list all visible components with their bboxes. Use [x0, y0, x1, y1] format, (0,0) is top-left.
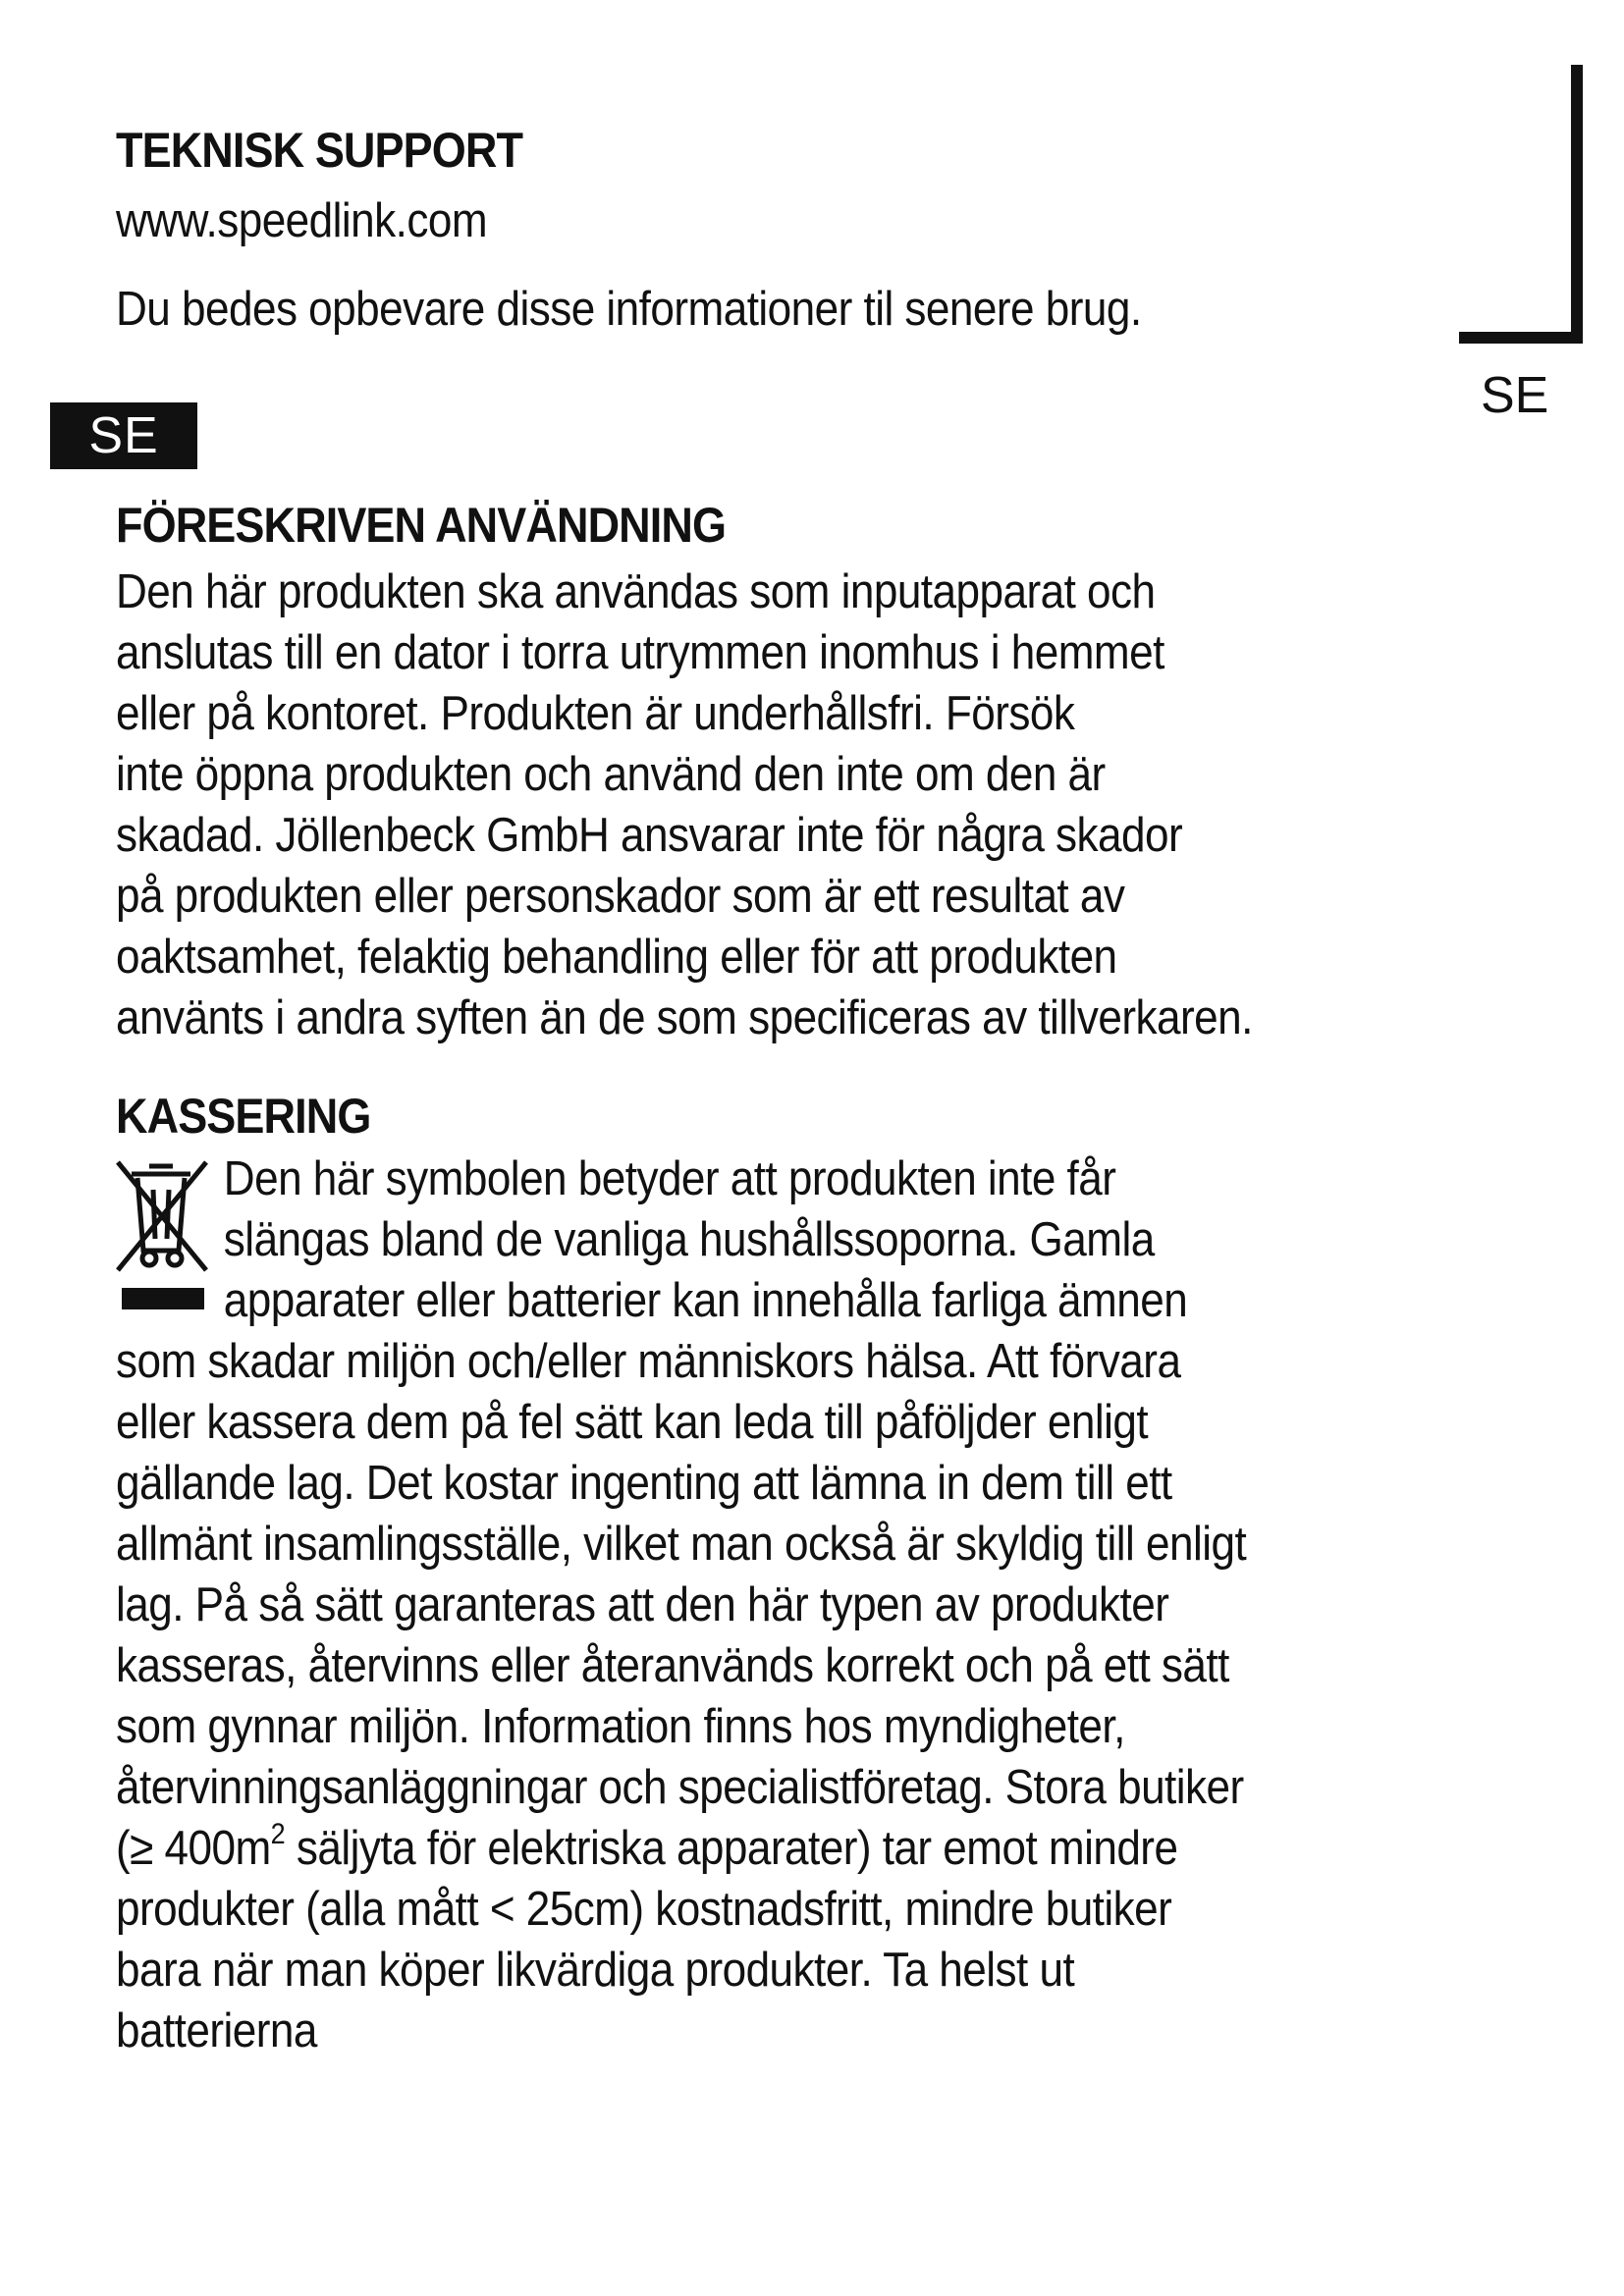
- support-section: [116, 123, 1412, 178]
- usage-line: skadad. Jöllenbeck GmbH ansvarar inte för några skador: [116, 809, 1183, 862]
- disposal-section: [116, 1089, 1412, 1144]
- disposal-line: gällande lag. Det kostar ingenting att lämna in dem till ett: [116, 1457, 1172, 1510]
- usage-heading: FÖRESKRIVEN ANVÄNDNING: [116, 498, 727, 553]
- disposal-line: eller kassera dem på fel sätt kan leda till påföljder enligt: [116, 1396, 1149, 1449]
- usage-line: anslutas till en dator i torra utrymmen inomhus i hemmet: [116, 626, 1164, 679]
- support-url: www.speedlink.com: [116, 194, 488, 247]
- disposal-line: apparater eller batterier kan innehålla farliga ämnen: [223, 1274, 1188, 1327]
- disposal-line: bara när man köper likvärdiga produkter. Ta helst ut: [116, 1944, 1075, 1997]
- usage-line: Den här produkten ska användas som inputapparat och: [116, 565, 1156, 618]
- usage-line: använts i andra syften än de som specificeras av tillverkaren.: [116, 991, 1253, 1044]
- area-suffix: säljyta för elektriska apparater) tar emot mindre: [285, 1822, 1178, 1875]
- disposal-line: kasseras, återvinns eller återanvänds korrekt och på ett sätt: [116, 1639, 1229, 1692]
- support-note-block: [116, 279, 1412, 340]
- language-badge: SE: [50, 402, 197, 469]
- support-note: Du bedes opbevare disse informationer til senere brug.: [116, 283, 1142, 336]
- corner-language-label: SE: [1481, 367, 1549, 424]
- disposal-body: [116, 1148, 1412, 2061]
- usage-line: inte öppna produkten och använd den inte om den är: [116, 748, 1106, 801]
- disposal-line: återvinningsanläggningar och specialistföretag. Stora butiker: [116, 1761, 1244, 1814]
- usage-line: oaktsamhet, felaktig behandling eller för att produkten: [116, 931, 1117, 984]
- area-prefix: (≥ 400m: [116, 1822, 271, 1875]
- disposal-line: som gynnar miljön. Information finns hos myndigheter,: [116, 1700, 1125, 1753]
- support-heading: TEKNISK SUPPORT: [116, 123, 523, 178]
- area-superscript: 2: [270, 1817, 286, 1850]
- usage-body: [116, 561, 1412, 1048]
- disposal-line: allmänt insamlingsställe, vilket man också är skyldig till enligt: [116, 1518, 1247, 1571]
- disposal-area-line: [116, 1818, 1282, 1879]
- disposal-line: Den här symbolen betyder att produkten inte får: [223, 1152, 1116, 1205]
- disposal-line: batterierna: [116, 2004, 317, 2057]
- support-url-block: [116, 190, 1412, 251]
- usage-line: på produkten eller personskador som är ett resultat av: [116, 870, 1125, 923]
- usage-section: [116, 498, 1412, 553]
- corner-crop-mark: [1459, 65, 1583, 344]
- disposal-heading: KASSERING: [116, 1089, 371, 1144]
- disposal-line: slängas bland de vanliga hushållssoporna. Gamla: [223, 1213, 1155, 1266]
- disposal-line: produkter (alla mått < 25cm) kostnadsfritt, mindre butiker: [116, 1883, 1172, 1936]
- usage-line: eller på kontoret. Produkten är underhållsfri. Försök: [116, 687, 1075, 740]
- disposal-line: lag. På så sätt garanteras att den här typen av produkter: [116, 1578, 1169, 1631]
- disposal-line: som skadar miljön och/eller människors hälsa. Att förvara: [116, 1335, 1181, 1388]
